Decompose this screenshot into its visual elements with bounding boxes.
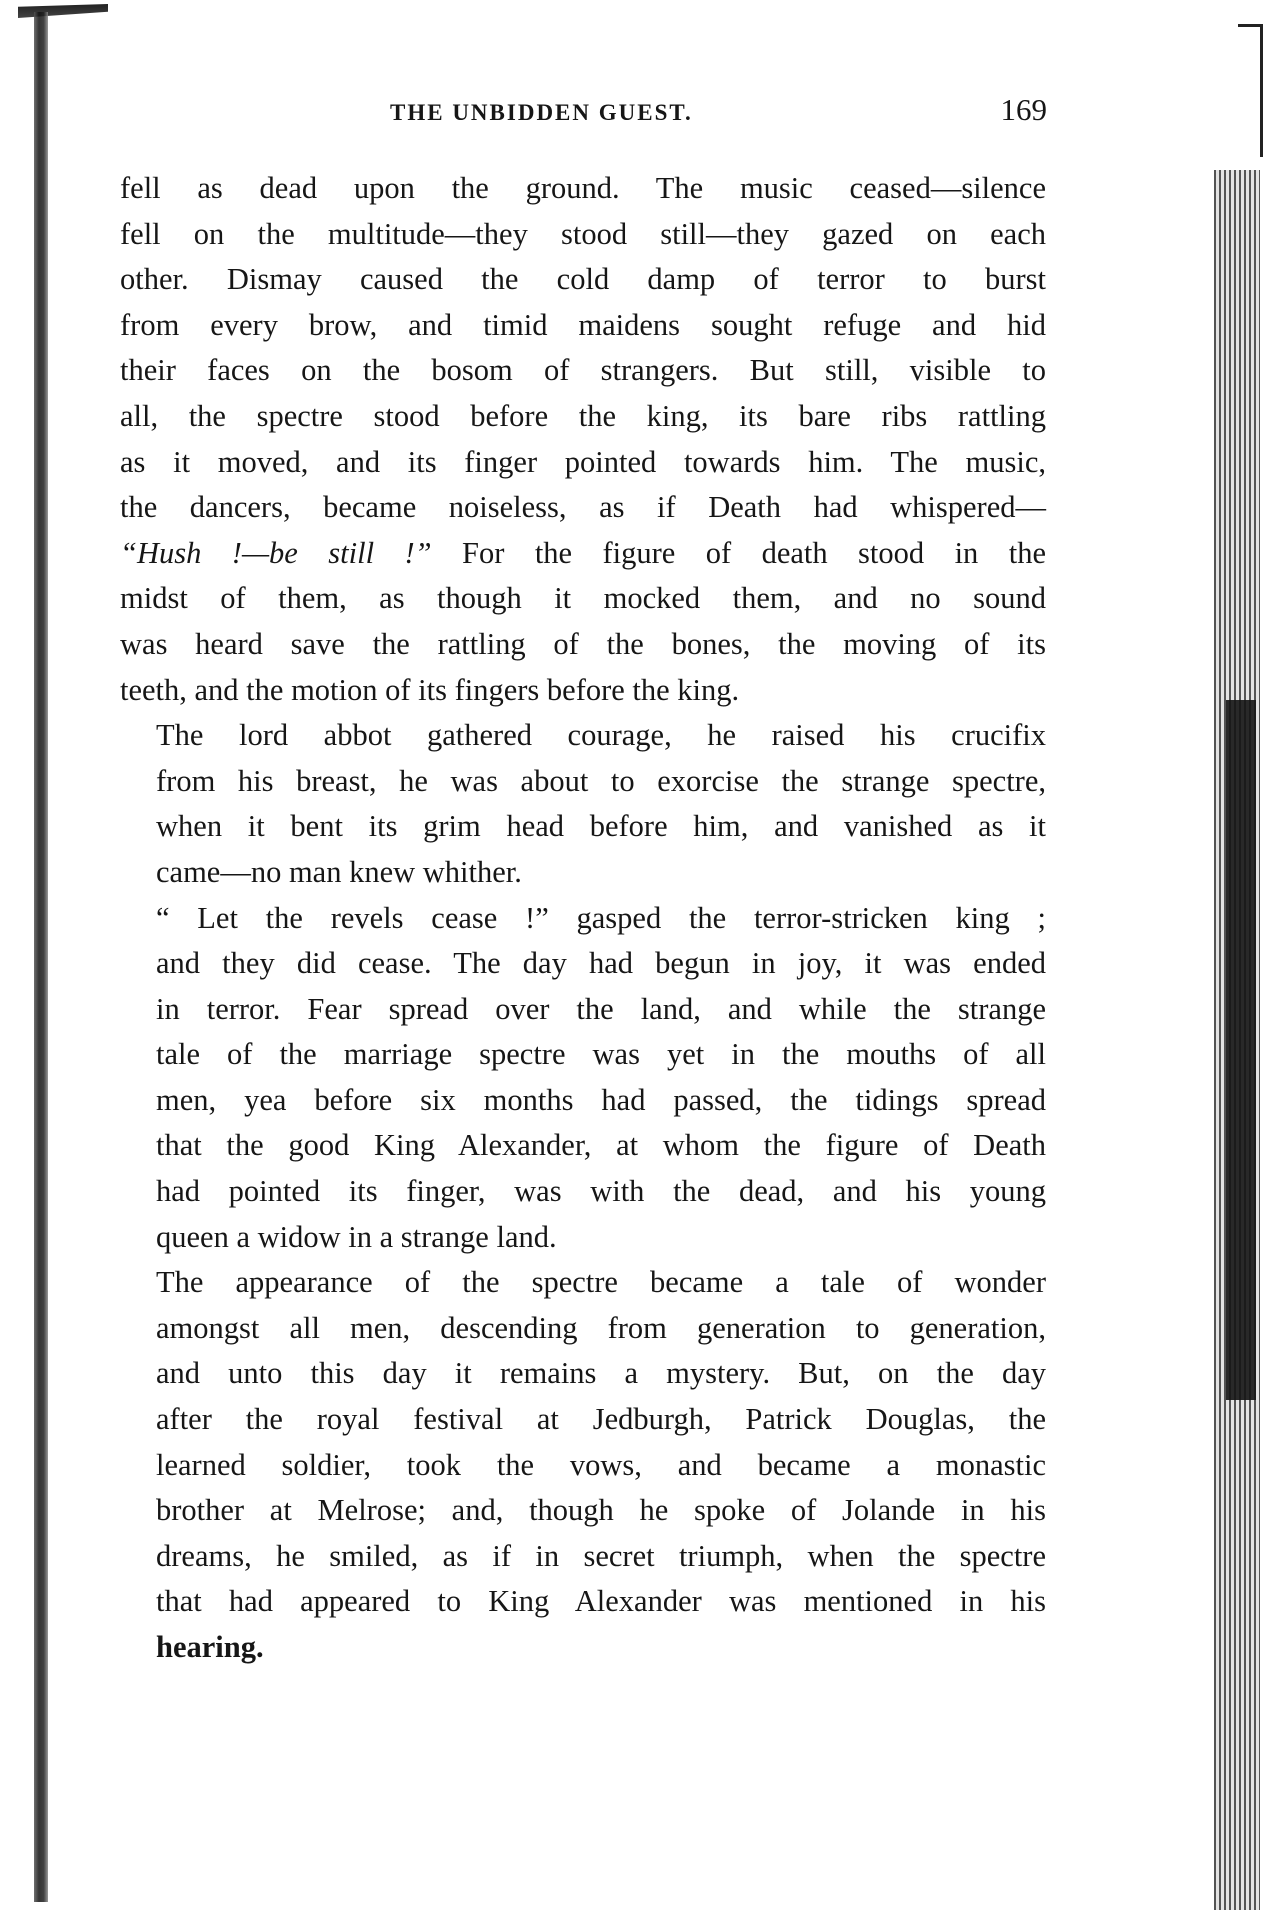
text-line-rest: For the figure of death stood in the — [431, 535, 1046, 570]
running-head — [120, 92, 1055, 132]
text-line: the dancers, became noiseless, as if Death had whispered— — [120, 490, 1046, 525]
text-line: dreams, he smiled, as if in secret triumph, when the spectre — [156, 1538, 1046, 1573]
text-line: midst of them, as though it mocked them, and no sound — [120, 581, 1046, 616]
text-line: in terror. Fear spread over the land, and while the strange — [156, 991, 1046, 1026]
text-line: was heard save the rattling of the bones, the moving of its — [120, 626, 1046, 661]
binding-cap — [18, 4, 108, 18]
paragraph-4 — [120, 1260, 1046, 1670]
text-line: tale of the marriage spectre was yet in the mouths of all — [156, 1037, 1046, 1072]
binding-spine-left — [34, 12, 48, 1902]
text-line: brother at Melrose; and, though he spoke of Jolande in his — [156, 1493, 1046, 1528]
text-line: The lord abbot gathered courage, he raised his crucifix — [156, 718, 1046, 753]
body-text — [120, 166, 1046, 1671]
text-line: “ Let the revels cease !” gasped the terror-stricken king ; — [156, 900, 1046, 935]
text-line: all, the spectre stood before the king, its bare ribs rattling — [120, 398, 1046, 433]
text-line: as it moved, and its finger pointed towards him. The music, — [120, 444, 1046, 479]
paragraph-3 — [120, 896, 1046, 1261]
text-line: fell as dead upon the ground. The music ceased—silence — [120, 171, 1046, 205]
text-line: came—no man knew whither. — [156, 854, 522, 889]
italic-quote: “Hush !—be still !” — [120, 535, 432, 570]
text-line: their faces on the bosom of strangers. But still, visible to — [120, 353, 1046, 388]
paragraph-2 — [120, 713, 1046, 895]
text-line: hearing. — [156, 1630, 264, 1664]
text-line: men, yea before six months had passed, the tidings spread — [156, 1082, 1046, 1117]
text-line-with-italic — [120, 531, 1046, 577]
text-line: The appearance of the spectre became a tale of wonder — [156, 1265, 1046, 1300]
text-line: when it bent its grim head before him, and vanished as it — [156, 809, 1046, 844]
text-line: that the good King Alexander, at whom the figure of Death — [156, 1128, 1046, 1163]
text-line: fell on the multitude—they stood still—they gazed on each — [120, 216, 1046, 251]
text-line: teeth, and the motion of its fingers before the king. — [120, 672, 740, 707]
text-line: queen a widow in a strange land. — [156, 1219, 557, 1254]
text-line: had pointed its finger, was with the dead, and his young — [156, 1174, 1046, 1209]
page-number: 169 — [1000, 92, 1047, 127]
text-line: other. Dismay caused the cold damp of terror to burst — [120, 262, 1046, 297]
text-line: amongst all men, descending from generation to generation, — [156, 1310, 1046, 1345]
text-line: and they did cease. The day had begun in joy, it was ended — [156, 946, 1046, 981]
text-line: and unto this day it remains a mystery. But, on the day — [156, 1356, 1046, 1391]
text-line: learned soldier, took the vows, and became a monastic — [156, 1447, 1046, 1482]
running-title: THE UNBIDDEN GUEST. — [390, 100, 693, 125]
paragraph-1 — [120, 166, 1046, 713]
text-line: from every brow, and timid maidens sought refuge and hid — [120, 307, 1046, 342]
text-line: from his breast, he was about to exorcise the strange spectre, — [156, 763, 1046, 798]
page-edge-shadow — [1226, 700, 1256, 1400]
page-edge-corner — [1238, 24, 1263, 157]
text-line: that had appeared to King Alexander was mentioned in his — [156, 1584, 1046, 1619]
text-line: after the royal festival at Jedburgh, Patrick Douglas, the — [156, 1402, 1046, 1437]
